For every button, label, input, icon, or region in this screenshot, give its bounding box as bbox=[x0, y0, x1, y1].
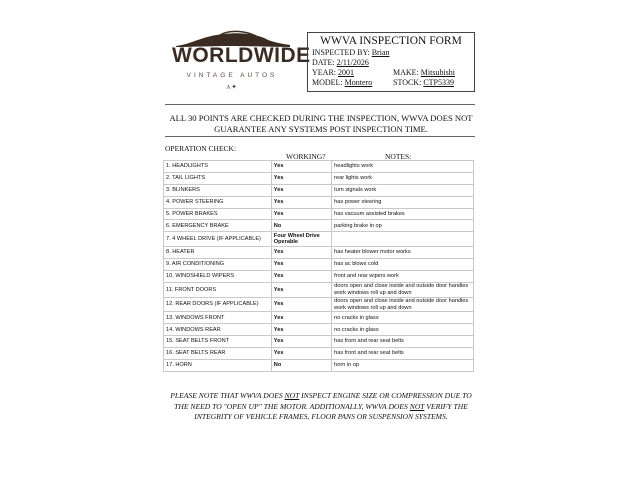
working-status-cell: Yes bbox=[271, 259, 331, 271]
table-row bbox=[164, 172, 474, 184]
table-row bbox=[164, 312, 474, 324]
notes-cell: horn in op bbox=[332, 359, 474, 371]
footer-line-2 bbox=[160, 402, 482, 413]
inspected-by-value: Brian bbox=[371, 48, 390, 57]
inspection-notice bbox=[166, 113, 476, 135]
working-status-cell: No bbox=[271, 359, 331, 371]
stock-value: CTP5339 bbox=[423, 78, 454, 87]
working-status-cell: Four Wheel Drive Operable bbox=[271, 232, 331, 247]
inspection-item-cell: 12. REAR DOORS (IF APPLICABLE) bbox=[164, 297, 272, 312]
stock-row bbox=[393, 78, 454, 87]
inspection-table bbox=[163, 160, 474, 372]
working-status-cell: Yes bbox=[271, 270, 331, 282]
working-status-cell: Yes bbox=[271, 196, 331, 208]
table-row bbox=[164, 196, 474, 208]
inspection-item-cell: 11. FRONT DOORS bbox=[164, 282, 272, 297]
working-status-cell: Yes bbox=[271, 247, 331, 259]
table-row bbox=[164, 324, 474, 336]
table-row bbox=[164, 220, 474, 232]
working-status-cell: Yes bbox=[271, 324, 331, 336]
stock-label: STOCK: bbox=[393, 78, 422, 87]
year-row bbox=[312, 68, 354, 77]
date-label: DATE: bbox=[312, 58, 335, 67]
model-row bbox=[312, 78, 372, 87]
notes-cell: front and rear wipers work bbox=[332, 270, 474, 282]
working-status-cell: Yes bbox=[271, 348, 331, 360]
notes-cell: has vacuum assisted brakes bbox=[332, 208, 474, 220]
footer-line-2-emphasis: NOT bbox=[409, 401, 425, 411]
notes-cell: turn signals work bbox=[332, 184, 474, 196]
form-title: WWVA INSPECTION FORM bbox=[320, 35, 462, 47]
working-column-header: WORKING? bbox=[286, 152, 326, 161]
notes-cell: no cracks in glass bbox=[332, 312, 474, 324]
inspection-item-cell: 10. WINDSHIELD WIPERS bbox=[164, 270, 272, 282]
notes-cell: has ac blows cold bbox=[332, 259, 474, 271]
inspection-item-cell: 2. TAIL LIGHTS bbox=[164, 172, 272, 184]
footer-disclaimer bbox=[160, 391, 482, 423]
footer-line-1-end: INSPECT ENGINE SIZE OR COMPRESSION DUE TO bbox=[299, 391, 472, 400]
table-row bbox=[164, 232, 474, 247]
inspection-item-cell: 6. EMERGENCY BRAKE bbox=[164, 220, 272, 232]
table-row bbox=[164, 348, 474, 360]
inspection-item-cell: 14. WINDOWS REAR bbox=[164, 324, 272, 336]
notes-cell: doors open and close inside and outside door handles work windows roll up and down bbox=[332, 297, 474, 312]
notes-cell: has front and rear seat belts bbox=[332, 336, 474, 348]
table-row bbox=[164, 359, 474, 371]
footer-line-2-start: THE NEED TO "OPEN UP" THE MOTOR. ADDITIONALLY, WWVA DOES bbox=[174, 401, 410, 411]
working-status-cell: Yes bbox=[271, 282, 331, 297]
table-row bbox=[164, 208, 474, 220]
table-row bbox=[164, 282, 474, 297]
date-row bbox=[312, 58, 369, 67]
table-row bbox=[164, 247, 474, 259]
inspection-header-box bbox=[307, 32, 475, 92]
inspection-item-cell: 5. POWER BRAKES bbox=[164, 208, 272, 220]
logo-wordmark: WORLDWIDE bbox=[172, 44, 311, 67]
inspection-item-cell: 1. HEADLIGHTS bbox=[164, 161, 272, 173]
inspection-item-cell: 15. SEAT BELTS FRONT bbox=[164, 336, 272, 348]
inspection-item-cell: 16. SEAT BELTS REAR bbox=[164, 348, 272, 360]
notes-cell: rear lights work bbox=[332, 172, 474, 184]
year-label: YEAR: bbox=[312, 68, 336, 77]
table-row bbox=[164, 259, 474, 271]
notes-cell: parking brake in op bbox=[332, 220, 474, 232]
model-label: MODEL: bbox=[312, 78, 343, 87]
inspection-item-cell: 17. HORN bbox=[164, 359, 272, 371]
working-status-cell: Yes bbox=[271, 312, 331, 324]
logo-subtitle: VINTAGE AUTOS bbox=[186, 72, 278, 79]
table-row bbox=[164, 161, 474, 173]
divider-middle bbox=[165, 136, 475, 137]
make-value: Mitsubishi bbox=[420, 68, 456, 77]
notes-column-header: NOTES: bbox=[385, 152, 412, 161]
working-status-cell: No bbox=[271, 220, 331, 232]
footer-line-2-end: VERIFY THE bbox=[424, 401, 468, 411]
footer-line-1-start: PLEASE NOTE THAT WWVA DOES bbox=[170, 391, 285, 400]
inspection-item-cell: 13. WINDOWS FRONT bbox=[164, 312, 272, 324]
company-logo bbox=[172, 28, 311, 92]
notes-cell: has heater blower motor works bbox=[332, 247, 474, 259]
make-label: MAKE: bbox=[393, 68, 419, 77]
notes-cell: has front and rear seat belts bbox=[332, 348, 474, 360]
make-row bbox=[393, 68, 455, 77]
working-status-cell: Yes bbox=[271, 172, 331, 184]
date-value: 2/11/2026 bbox=[336, 58, 369, 67]
inspection-item-cell: 4. POWER STEERING bbox=[164, 196, 272, 208]
working-status-cell: Yes bbox=[271, 208, 331, 220]
divider-top bbox=[165, 104, 475, 105]
inspection-item-cell: 7. 4 WHEEL DRIVE (IF APPLICABLE) bbox=[164, 232, 272, 247]
year-value: 2001 bbox=[338, 68, 354, 77]
table-row bbox=[164, 297, 474, 312]
model-value: Montero bbox=[344, 78, 373, 87]
inspection-item-cell: 3. BLINKERS bbox=[164, 184, 272, 196]
inspected-by-row bbox=[312, 48, 390, 57]
working-status-cell: Yes bbox=[271, 336, 331, 348]
working-status-cell: Yes bbox=[271, 161, 331, 173]
footer-line-3: INTEGRITY OF VEHICLE FRAMES, FLOOR PANS OR SUSPENSION SYSTEMS. bbox=[194, 412, 448, 421]
footer-line-1 bbox=[160, 391, 482, 402]
notes-cell bbox=[332, 232, 474, 247]
notes-cell: headlights work bbox=[332, 161, 474, 173]
notes-cell: doors open and close inside and outside door handles work windows roll up and down bbox=[332, 282, 474, 297]
working-status-cell: Yes bbox=[271, 184, 331, 196]
working-status-cell: Yes bbox=[271, 297, 331, 312]
inspection-item-cell: 8. HEATER bbox=[164, 247, 272, 259]
notes-cell: no cracks in glass bbox=[332, 324, 474, 336]
notes-cell: has power steering bbox=[332, 196, 474, 208]
inspection-item-cell: 9. AIR CONDITIONING bbox=[164, 259, 272, 271]
table-row bbox=[164, 270, 474, 282]
footer-line-1-emphasis: NOT bbox=[284, 391, 300, 400]
table-row bbox=[164, 184, 474, 196]
notice-line-2: GUARANTEE ANY SYSTEMS POST INSPECTION TIME. bbox=[214, 124, 428, 134]
logo-ornament-icon: ⋏✦ bbox=[226, 83, 237, 91]
notice-line-1: ALL 30 POINTS ARE CHECKED DURING THE INSPECTION, WWVA DOES NOT bbox=[169, 113, 473, 123]
operation-check-label: OPERATION CHECK: bbox=[165, 144, 237, 153]
inspected-by-label: INSPECTED BY: bbox=[312, 48, 370, 57]
table-row bbox=[164, 336, 474, 348]
